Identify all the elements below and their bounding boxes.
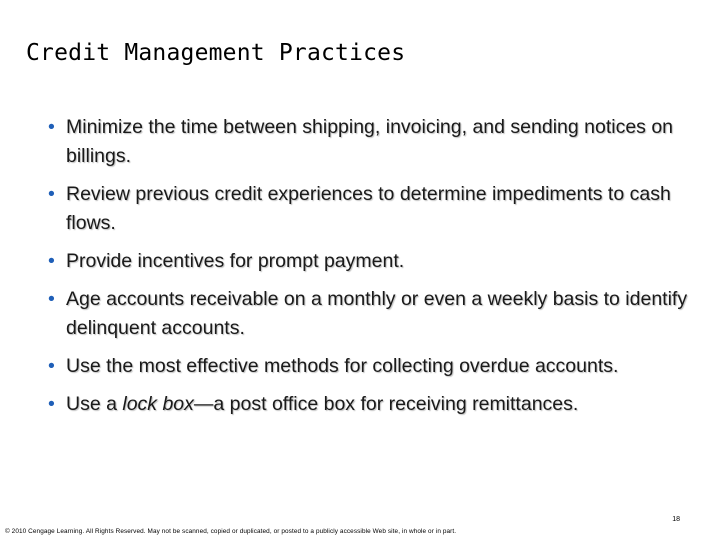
bullet-marker: • <box>48 393 55 415</box>
bullet-text: Age accounts receivable on a monthly or even a weekly basis to identify delinquent accounts. <box>66 288 688 339</box>
bullet-text-emphasis: lock box <box>122 393 194 415</box>
bullet-item <box>48 247 688 276</box>
bullet-text: Provide incentives for prompt payment. <box>66 250 405 272</box>
page-number: 18 <box>672 516 680 523</box>
bullet-list <box>48 113 688 419</box>
bullet-text-before: Use a <box>66 393 123 415</box>
copyright-notice: © 2010 Cengage Learning. All Rights Reserved. May not be scanned, copied or duplicated, or posted to a publicly accessible Web site, in whole or in part. <box>5 528 457 535</box>
slide-title: Credit Management Practices <box>26 40 406 66</box>
bullet-text: Use the most effective methods for collecting overdue accounts. <box>66 355 619 377</box>
bullet-marker: • <box>48 116 55 138</box>
bullet-text: Minimize the time between shipping, invoicing, and sending notices on billings. <box>66 116 674 167</box>
bullet-item <box>48 352 688 381</box>
bullet-item <box>48 390 688 419</box>
bullet-marker: • <box>48 288 55 310</box>
bullet-marker: • <box>48 183 55 205</box>
bullet-marker: • <box>48 250 55 272</box>
bullet-text: Review previous credit experiences to determine impediments to cash flows. <box>66 183 671 234</box>
bullet-text-after: —a post office box for receiving remittances. <box>193 393 579 415</box>
bullet-item <box>48 285 688 343</box>
bullet-item <box>48 113 688 171</box>
bullet-text <box>66 393 578 415</box>
bullet-marker: • <box>48 355 55 377</box>
bullet-item <box>48 180 688 238</box>
